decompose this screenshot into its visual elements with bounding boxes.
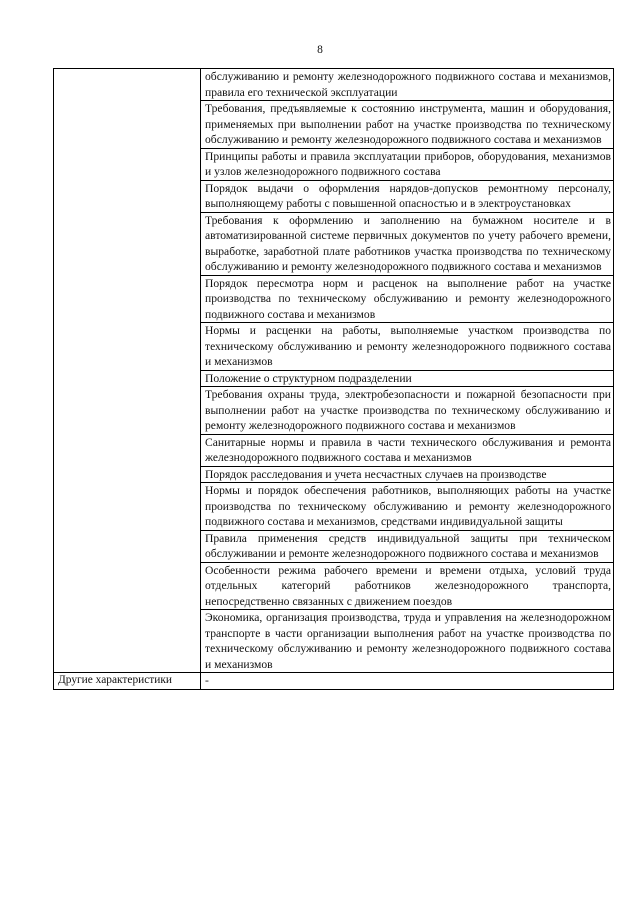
requirements-table xyxy=(53,68,614,690)
requirement-text: Правила применения средств индивидуальной защиты при техническом обслуживании и ремонте железнодорожного подвижного состава и механизмов xyxy=(201,530,614,562)
other-characteristics-label: Другие характеристики xyxy=(54,673,201,690)
requirement-text: Требования охраны труда, электробезопасности и пожарной безопасности при выполнении работ на участке производства по техническому обслуживанию и ремонту железнодорожного подвижного состава и механизмов xyxy=(201,387,614,435)
requirements-table-body xyxy=(54,69,614,690)
requirement-text: Принципы работы и правила эксплуатации приборов, оборудования, механизмов и узлов железнодорожного подвижного состава xyxy=(201,148,614,180)
other-characteristics-value: - xyxy=(201,673,614,690)
requirement-text: Требования, предъявляемые к состоянию инструмента, машин и оборудования, применяемых при выполнении работ на участке производства по техническому обслуживанию и ремонту железнодорожного подвижного состава и механизмов xyxy=(201,101,614,149)
requirement-text: Экономика, организация производства, труда и управления на железнодорожном транспорте в части организации выполнения работ на участке производства по техническому обслуживанию и ремонту железнодорожного подвижного состава и механизмов xyxy=(201,610,614,673)
requirement-text: Порядок расследования и учета несчастных случаев на производстве xyxy=(201,466,614,483)
requirement-text: Нормы и порядок обеспечения работников, выполняющих работы на участке производства по техническому обслуживанию и ремонту железнодорожного подвижного состава и механизмов, средствами индивидуальной защиты xyxy=(201,483,614,531)
requirement-row xyxy=(54,69,614,101)
requirement-text: Санитарные нормы и правила в части технического обслуживания и ремонта железнодорожного подвижного состава и механизмов xyxy=(201,434,614,466)
requirement-text: Нормы и расценки на работы, выполняемые участком производства по техническому обслуживанию и ремонту железнодорожного подвижного состава и механизмов xyxy=(201,323,614,371)
requirement-text: Требования к оформлению и заполнению на бумажном носителе и в автоматизированной системе первичных документов по учету рабочего времени, выработке, заработной плате работников участка производства по техническому обслуживанию и ремонту железнодорожного подвижного состава и механизмов xyxy=(201,212,614,275)
requirement-text: Особенности режима рабочего времени и времени отдыха, условий труда отдельных категорий работников железнодорожного транспорта, непосредственно связанных с движением поездов xyxy=(201,562,614,610)
requirement-text: Положение о структурном подразделении xyxy=(201,370,614,387)
requirement-text: Порядок пересмотра норм и расценок на выполнение работ на участке производства по техническому обслуживанию и ремонту железнодорожного подвижного состава и механизмов xyxy=(201,275,614,323)
requirement-text: Порядок выдачи о оформления нарядов-допусков ремонтному персоналу, выполняющему работы с повышенной опасностью и в электроустановках xyxy=(201,180,614,212)
requirement-text: обслуживанию и ремонту железнодорожного подвижного состава и механизмов, правила его технической эксплуатации xyxy=(201,69,614,101)
page-number: 8 xyxy=(317,44,323,56)
requirements-label-cell xyxy=(54,69,201,673)
other-characteristics-row xyxy=(54,673,614,690)
